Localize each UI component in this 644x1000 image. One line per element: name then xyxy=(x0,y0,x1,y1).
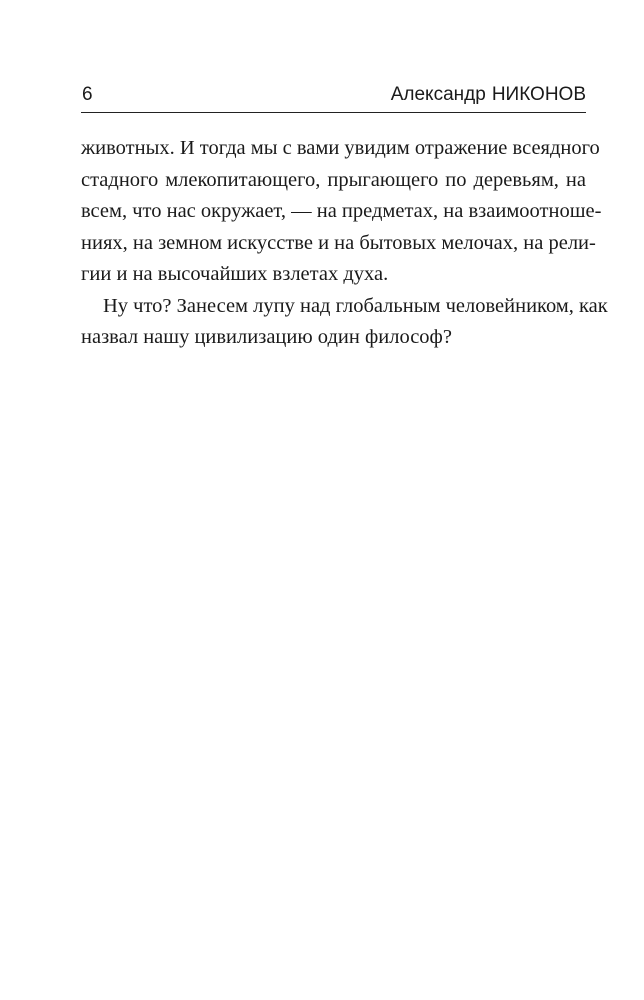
text-line: ниях, на земном искусстве и на бытовых мелочах, на рели- xyxy=(81,231,596,254)
author-name xyxy=(391,82,586,108)
text-line: Ну что? Занесем лупу над глобальным человейником, как xyxy=(103,294,608,317)
page-number: 6 xyxy=(82,84,93,105)
text-line: всем, что нас окружает, — на предметах, на взаимоотноше- xyxy=(81,200,602,222)
text-line: назвал нашу цивилизацию один философ? xyxy=(81,326,452,348)
text-line: животных. И тогда мы с вами увидим отражение всеядного xyxy=(81,137,600,159)
author-first-name: Александр xyxy=(390,84,486,105)
body-text xyxy=(81,133,608,354)
text-line: стадного млекопитающего, прыгающего по деревьям, на xyxy=(81,168,586,191)
paragraph xyxy=(81,133,602,291)
paragraph xyxy=(81,291,608,354)
text-line: гии и на высочайших взлетах духа. xyxy=(81,263,389,285)
author-last-name: НИКОНОВ xyxy=(491,84,586,105)
running-head xyxy=(81,82,586,113)
